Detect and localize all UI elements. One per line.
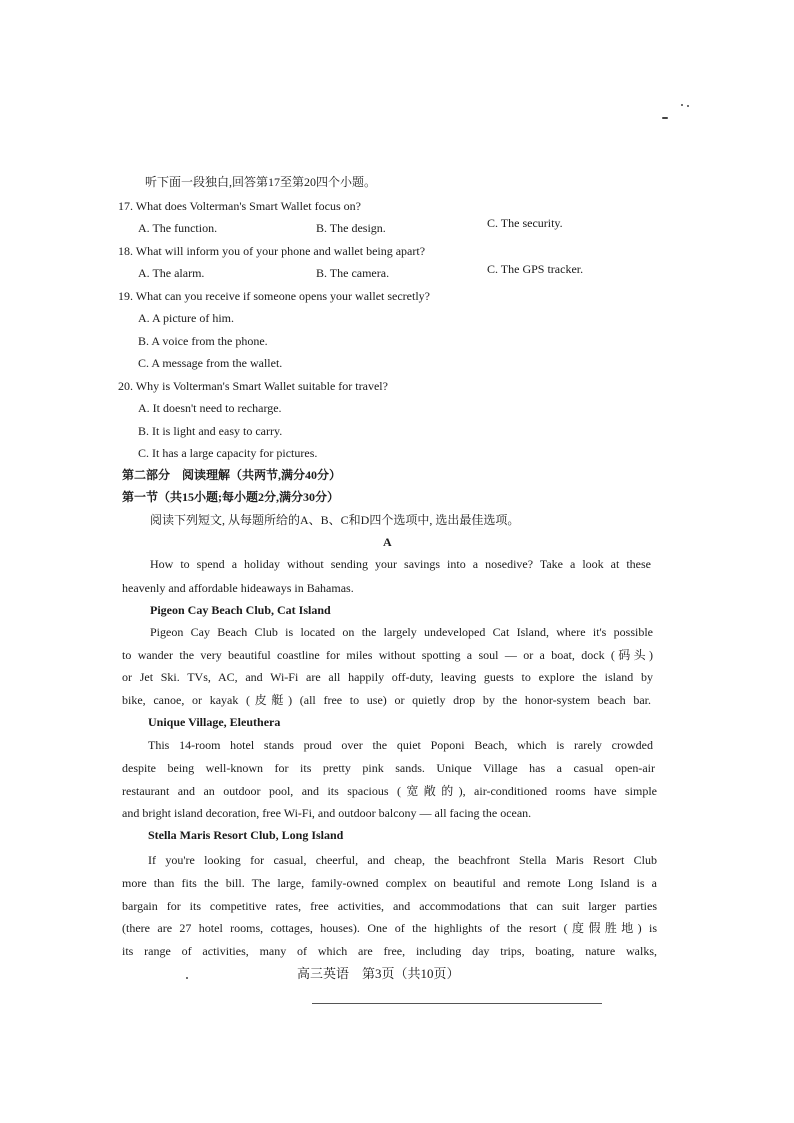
paragraph-line: (there are 27 hotel rooms, cottages, houses). One of the highlights of the resort (度假胜地) is [122, 921, 657, 935]
section-heading-stella-maris: Stella Maris Resort Club, Long Island [148, 828, 344, 842]
paragraph-line: despite being well-known for its pretty pink sands. Unique Village has a casual open-air [122, 761, 655, 775]
paragraph-line: and bright island decoration, free Wi-Fi, and outdoor balcony — all facing the ocean. [122, 806, 532, 820]
section-heading-pigeon-cay: Pigeon Cay Beach Club, Cat Island [150, 603, 331, 617]
footer-rule [312, 1003, 602, 1004]
paragraph-line: more than fits the bill. The large, family-owned complex on beautiful and remote Long Island is a [122, 876, 657, 890]
question-18-option-c: C. The GPS tracker. [487, 262, 584, 276]
question-19-option-c: C. A message from the wallet. [138, 356, 283, 370]
paragraph-line: restaurant and an outdoor pool, and its spacious (宽敞的), air-conditioned rooms have simple [122, 784, 657, 798]
question-18-stem: 18. What will inform you of your phone and wallet being apart? [118, 244, 426, 258]
question-20-option-b: B. It is light and easy to carry. [138, 424, 283, 438]
question-17-option-b: B. The design. [316, 221, 386, 235]
question-20-option-c: C. It has a large capacity for pictures. [138, 446, 318, 460]
scan-speck [662, 117, 668, 119]
question-18-option-b: B. The camera. [316, 266, 390, 280]
question-17-option-c: C. The security. [487, 216, 563, 230]
passage-label: A [383, 535, 392, 549]
passage-intro-line: heavenly and affordable hideaways in Bahamas. [122, 581, 354, 595]
paragraph-line: bargain for its competitive rates, free activities, and accommodations that can suit larger parties [122, 899, 657, 913]
paragraph-line: bike, canoe, or kayak (皮艇) (all free to use) or quietly drop by the honor-system beach bar. [122, 693, 651, 707]
paragraph-line: Pigeon Cay Beach Club is located on the largely undeveloped Cat Island, where it's possible [150, 625, 653, 639]
section-one-title: 第一节（共15小题;每小题2分,满分30分） [122, 490, 339, 504]
paragraph-line: or Jet Ski. TVs, AC, and Wi-Fi are all happily off-duty, leaving guests to explore the island by [122, 670, 653, 684]
scan-speck [186, 977, 188, 979]
reading-instruction: 阅读下列短文, 从每题所给的A、B、C和D四个选项中, 选出最佳选项。 [150, 513, 520, 527]
part-two-title: 第二部分 阅读理解（共两节,满分40分） [122, 468, 342, 482]
passage-intro-line: How to spend a holiday without sending your savings into a nosedive? Take a look at these [150, 557, 651, 571]
question-17-option-a: A. The function. [138, 221, 218, 235]
scan-speck [687, 105, 689, 107]
question-19-option-b: B. A voice from the phone. [138, 334, 268, 348]
paragraph-line: its range of activities, many of which are free, including day trips, boating, nature walks, [122, 944, 657, 958]
question-20-option-a: A. It doesn't need to recharge. [138, 401, 282, 415]
scan-speck [681, 104, 683, 106]
question-17-stem: 17. What does Volterman's Smart Wallet focus on? [118, 199, 361, 213]
question-18-option-a: A. The alarm. [138, 266, 205, 280]
paragraph-line: If you're looking for casual, cheerful, and cheap, the beachfront Stella Maris Resort Club [148, 853, 657, 867]
page-footer: 高三英语 第3页（共10页） [297, 966, 460, 981]
listening-intro: 听下面一段独白,回答第17至第20四个小题。 [145, 175, 377, 189]
question-19-option-a: A. A picture of him. [138, 311, 234, 325]
question-19-stem: 19. What can you receive if someone opens your wallet secretly? [118, 289, 430, 303]
question-20-stem: 20. Why is Volterman's Smart Wallet suitable for travel? [118, 379, 388, 393]
section-heading-unique-village: Unique Village, Eleuthera [148, 715, 281, 729]
paragraph-line: to wander the very beautiful coastline for miles without spotting a soul — or a boat, dock (码头) [122, 648, 653, 662]
paragraph-line: This 14-room hotel stands proud over the quiet Poponi Beach, which is rarely crowded [148, 738, 653, 752]
